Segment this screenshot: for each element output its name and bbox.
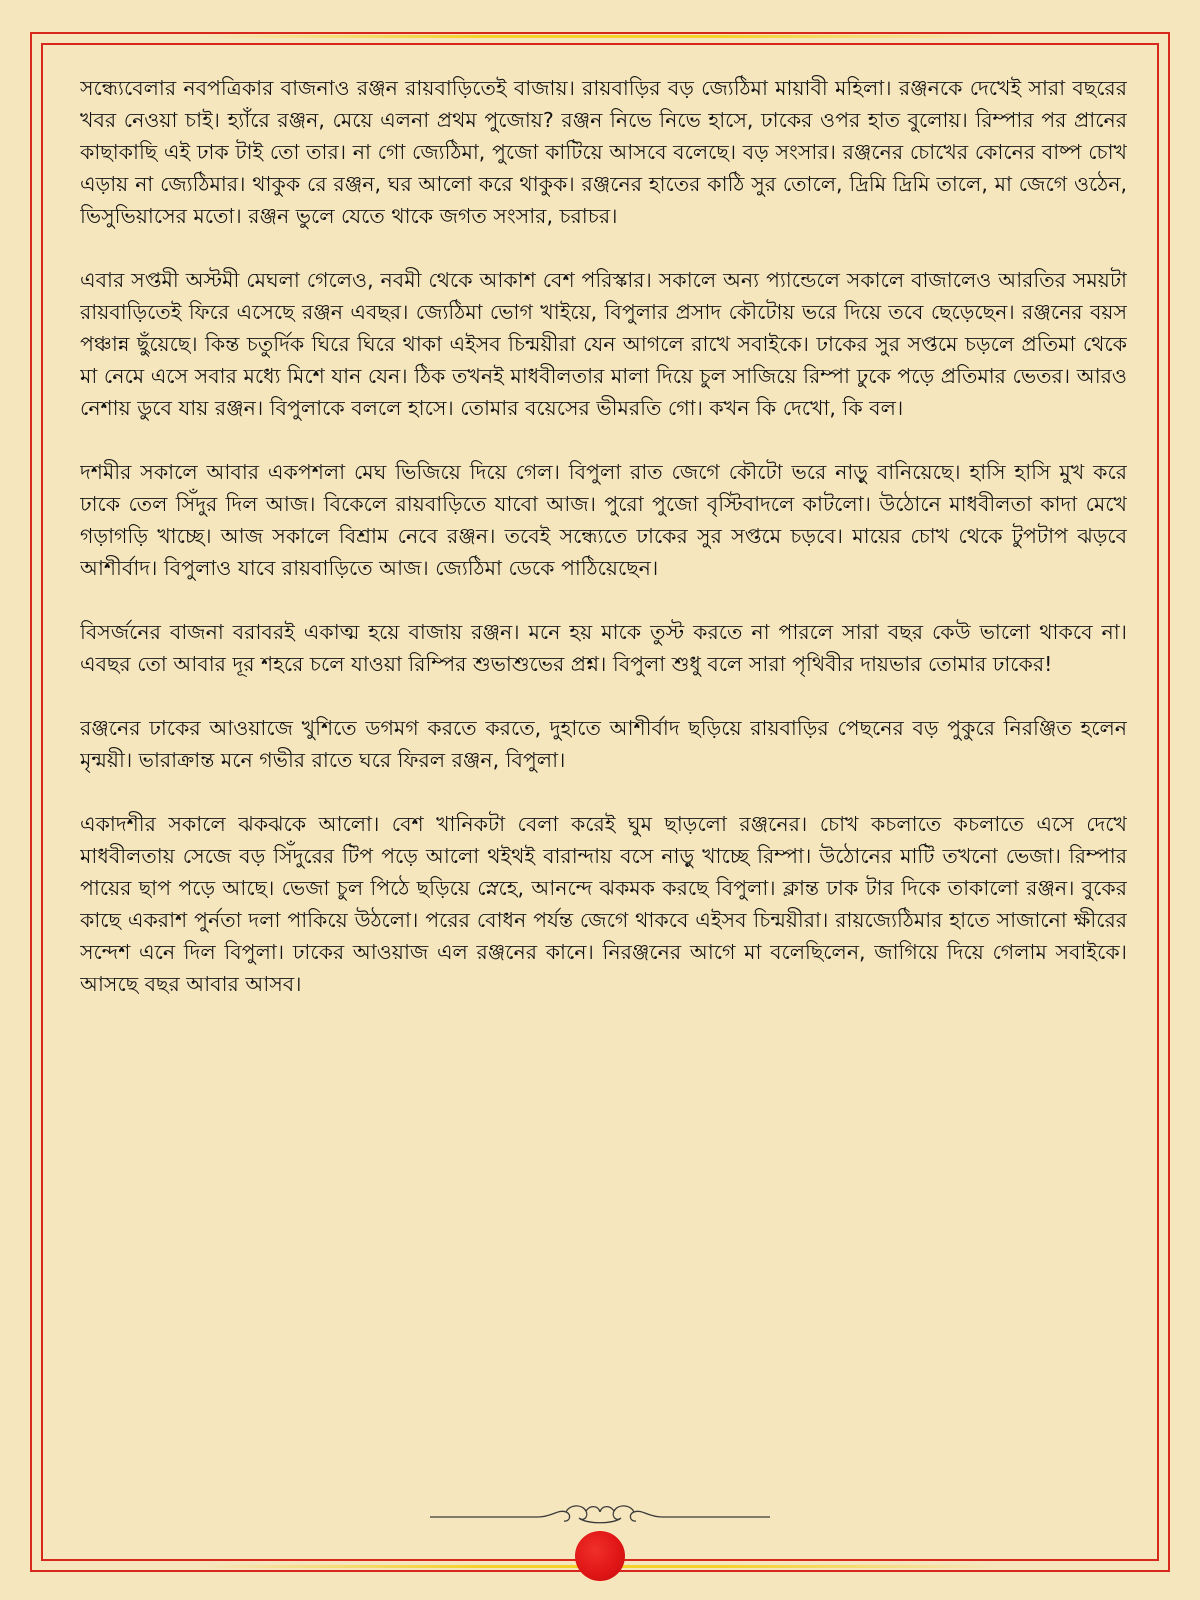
paragraph: বিসর্জনের বাজনা বরাবরই একাত্ম হয়ে বাজায় রঞ্জন। মনে হয় মাকে তুস্ট করতে না পারলে সারা বছর কেউ ভালো থাকবে না। এবছর তো আবার দূর শহরে চলে যাওয়া রিম্পির শুভাশুভের প্রশ্ন। বিপুলা শুধু বলে সারা পৃথিবীর দায়ভার তোমার ঢাকের! [80,620,1127,676]
paragraph: রঞ্জনের ঢাকের আওয়াজে খুশিতে ডগমগ করতে করতে, দুহাতে আশীর্বাদ ছড়িয়ে রায়বাড়ির পেছনের বড় পুকুরে নিরঞ্জিত হলেন মৃন্ময়ী। ভারাক্রান্ত মনে গভীর রাতে ঘরে ফিরল রঞ্জন, বিপুলা। [80,716,1127,772]
story-text [80,72,1127,1212]
paragraph: দশমীর সকালে আবার একপশলা মেঘ ভিজিয়ে দিয়ে গেল। বিপুলা রাত জেগে কৌটো ভরে নাড়ু বানিয়েছে। হাসি হাসি মুখ করে ঢাকে তেল সিঁদুর দিল আজ। বিকেলে রায়বাড়িতে যাবো আজ। পুরো পুজো বৃস্টিবাদলে কাটলো। উঠোনে মাধবীলতা কাদা মেখে গড়াগড়ি খাচ্ছে। আজ সকালে বিশ্রাম নেবে রঞ্জন। তবেই সন্ধ্যেতে ঢাকের সুর সপ্তমে চড়বে। মায়ের চোখ থেকে টুপটাপ ঝড়বে আশীর্বাদ। বিপুলাও যাবে রায়বাড়িতে আজ। জ্যেঠিমা ডেকে পাঠিয়েছেন। [80,460,1127,580]
paragraph: সন্ধ্যেবেলার নবপত্রিকার বাজনাও রঞ্জন রায়বাড়িতেই বাজায়। রায়বাড়ির বড় জ্যেঠিমা মায়াবী মহিলা। রঞ্জনকে দেখেই সারা বছরের খবর নেওয়া চাই। হ্যাঁরে রঞ্জন, মেয়ে এলনা প্রথম পুজোয়? রঞ্জন নিভে নিভে হাসে, ঢাকের ওপর হাত বুলোয়। রিম্পার পর প্রানের কাছাকাছি এই ঢাক টাই তো তার। না গো জ্যেঠিমা, পুজো কাটিয়ে আসবে বলেছে। বড় সংসার। রঞ্জনের চোখের কোনের বাষ্প চোখ এড়ায় না জ্যেঠিমার। থাকুক রে রঞ্জন, ঘর আলো করে থাকুক। রঞ্জনের হাতের কাঠি সুর তোলে, দ্রিমি দ্রিমি তালে, মা জেগে ওঠেন, ভিসুভিয়াসের মতো। রঞ্জন ভুলে যেতে থাকে জগত সংসার, চরাচর। [80,76,1127,228]
red-seal-icon [575,1531,625,1581]
paragraph: একাদশীর সকালে ঝকঝকে আলো। বেশ খানিকটা বেলা করেই ঘুম ছাড়লো রঞ্জনের। চোখ কচলাতে কচলাতে এসে দেখে মাধবীলতায় সেজে বড় সিঁদুরের টিপ পড়ে আলো থইথই বারান্দায় বসে নাড়ু খাচ্ছে রিম্পা। উঠোনের মাটি তখনো ভেজা। রিম্পার পায়ের ছাপ পড়ে আছে। ভেজা চুল পিঠে ছড়িয়ে স্নেহে, আনন্দে ঝকমক করছে বিপুলা। ক্লান্ত ঢাক টার দিকে তাকালো রঞ্জন। বুকের কাছে একরাশ পুর্নতা দলা পাকিয়ে উঠলো। পরের বোধন পর্যন্ত জেগে থাকবে এইসব চিন্ময়ীরা। রায়জ্যেঠিমার হাতে সাজানো ক্ষীরের সন্দেশ এনে দিল বিপুলা। ঢাকের আওয়াজ এল রঞ্জনের কানে। নিরঞ্জনের আগে মা বলেছিলেন, জাগিয়ে দিয়ে গেলাম সবাইকে। আসছে বছর আবার আসব। [80,812,1127,996]
paragraph: এবার সপ্তমী অস্টমী মেঘলা গেলেও, নবমী থেকে আকাশ বেশ পরিস্কার। সকালে অন্য প্যান্ডেলে সকালে বাজালেও আরতির সময়টা রায়বাড়িতেই ফিরে এসেছে রঞ্জন এবছর। জ্যেঠিমা ভোগ খাইয়ে, বিপুলার প্রসাদ কৌটোয় ভরে দিয়ে তবে ছেড়েছেন। রঞ্জনের বয়স পঞ্চান্ন ছুঁয়েছে। কিন্ত চতুর্দিক ঘিরে ঘিরে থাকা এইসব চিন্ময়ীরা যেন আগলে রাখে সবাইকে। ঢাকের সুর সপ্তমে চড়লে প্রতিমা থেকে মা নেমে এসে সবার মধ্যে মিশে যান যেন। ঠিক তখনই মাধবীলতার মালা দিয়ে চুল সাজিয়ে রিম্পা ঢুকে পড়ে প্রতিমার ভেতর। আরও নেশায় ডুবে যায় রঞ্জন। বিপুলাকে বললে হাসে। তোমার বয়েসের ভীমরতি গো। কখন কি দেখো, কি বল। [80,268,1127,420]
scroll-flourish-icon [430,1500,770,1530]
